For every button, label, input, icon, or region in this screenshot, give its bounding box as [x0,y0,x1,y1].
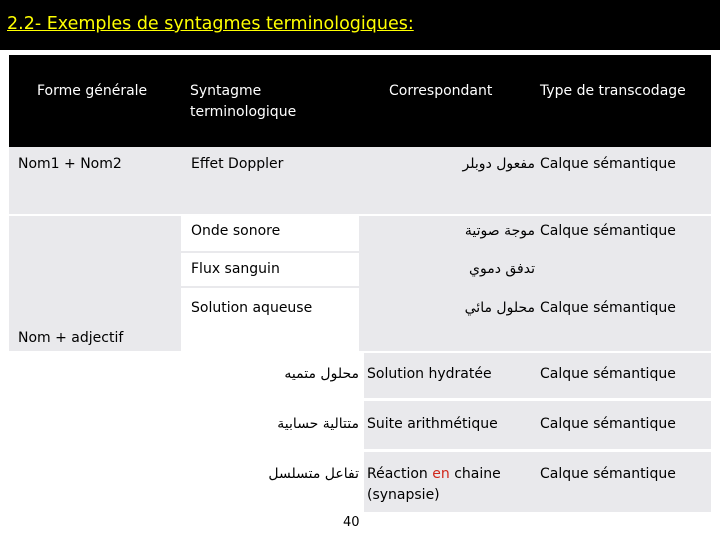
table-header-row [9,55,711,147]
type-onde-sonore: Calque sémantique [540,223,676,239]
group-nom-adj: Nom + adjectif [18,330,124,346]
arabic-flux-sanguin: تدفق دموي [469,261,535,277]
header-type: Type de transcodage [540,83,686,99]
header-syntagme-line1: Syntagme [190,83,262,99]
french-reaction [367,464,501,484]
page-number: 40 [343,515,360,530]
syntagme-solution-aqueuse: Solution aqueuse [191,300,313,316]
french-arithmetique: Suite arithmétique [367,416,498,432]
syntagme-onde-sonore: Onde sonore [191,223,281,239]
type-reaction: Calque sémantique [540,466,676,482]
syntagme-effet-doppler: Effet Doppler [191,156,284,172]
french-reaction-en: en [432,466,450,482]
header-correspondant: Correspondant [389,83,493,99]
arabic-solution-aqueuse: محلول مائي [464,300,535,316]
type-solution-aqueuse: Calque sémantique [540,300,676,316]
type-effet-doppler: Calque sémantique [540,156,676,172]
type-arithmetique: Calque sémantique [540,416,676,432]
header-syntagme-line2: terminologique [190,104,297,120]
arabic-onde-sonore: موجة صوتية [464,223,535,239]
arabic-hydratee: محلول متميه [284,366,359,382]
type-hydratee: Calque sémantique [540,366,676,382]
arabic-reaction: تفاعل متسلسل [268,466,359,482]
french-reaction-a: Réaction [367,466,428,482]
header-forme: Forme générale [37,83,148,99]
arabic-arithmetique: متتالية حسابية [277,416,359,432]
syntagme-flux-sanguin: Flux sanguin [191,261,280,277]
french-reaction-b: chaine [454,466,501,482]
french-reaction-synapsie: (synapsie) [367,487,440,503]
group-nom-nom: Nom1 + Nom2 [18,156,122,172]
french-hydratee: Solution hydratée [367,366,492,382]
arabic-effet-doppler: مفعول دوبلر [462,156,535,172]
title-bar [0,0,720,50]
terminology-table [9,55,711,512]
slide-title: 2.2- Exemples de syntagmes terminologiques: [7,14,414,34]
